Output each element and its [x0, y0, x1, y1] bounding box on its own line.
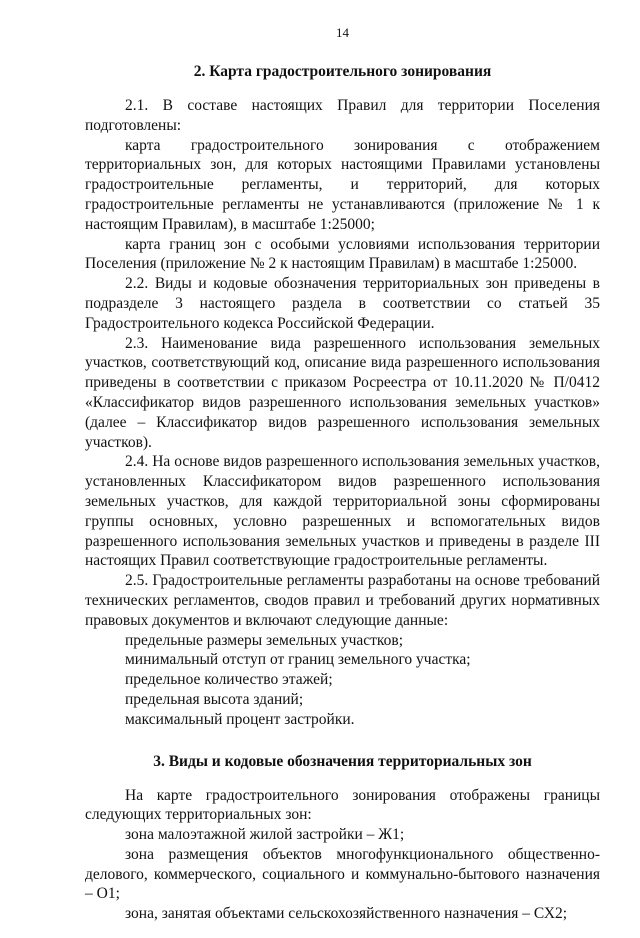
document-page [85, 24, 600, 924]
paragraph-2-2: 2.2. Виды и кодовые обозначения территориальных зон приведены в подразделе 3 настоящего раздела в соответствии со статьей 35 Градостроительного кодекса Российской Федерации. [85, 275, 600, 332]
regulation-item-plot-size: предельные размеры земельных участков; [125, 631, 404, 649]
regulation-item-coverage: максимальный процент застройки. [125, 710, 355, 728]
paragraph-2-1-item-2: карта границ зон с особыми условиями использования территории Поселения (приложение № 2 к настоящим Правилам) в масштабе 1:25000. [85, 235, 600, 273]
paragraph-2-5: 2.5. Градостроительные регламенты разработаны на основе требований технических регламентов, сводов правил и требований других нормативных правовых документов и включают следующие данные: [85, 572, 600, 629]
zone-item-o1: зона размещения объектов многофункционального общественно-делового, коммерческого, социального и коммунально-бытового назначения – О1; [85, 845, 600, 903]
paragraph-2-4: 2.4. На основе видов разрешенного использования земельных участков, установленных Классификатором видов разрешенного использования земельных участков, для каждой территориальной зоны сформированы группы основных, условно разрешенных и вспомогательных видов разрешенного использования земельных участков и приведены в разделе III настоящих Правил соответствующие градостроительные регламенты. [85, 453, 600, 570]
paragraph-2-1: 2.1. В составе настоящих Правил для территории Поселения подготовлены: [85, 97, 600, 134]
zone-item-zh1: зона малоэтажной жилой застройки – Ж1; [125, 826, 405, 844]
page-number: 14 [336, 25, 349, 40]
regulation-item-min-setback: минимальный отступ от границ земельного участка; [125, 651, 471, 669]
section-3-title: 3. Виды и кодовые обозначения территориальных зон [153, 752, 532, 770]
section-2-title: 2. Карта градостроительного зонирования [193, 63, 492, 80]
paragraph-2-1-item-1: карта градостроительного зонирования с отображением территориальных зон, для которых настоящими Правилами установлены градостроительные регламенты, и территорий, для которых градостроительные регламенты не устанавливаются (приложение № 1 к настоящим Правилам), в масштабе 1:25000; [85, 136, 600, 233]
paragraph-2-3: 2.3. Наименование вида разрешенного использования земельных участков, соответствующий код, описание вида разрешенного использования приведены в соответствии с приказом Росреестра от 10.11.2020 № П/0412 «Классификатор видов разрешенного использования земельных участков» (далее – Классификатор видов разрешенного использования земельных участков). [85, 334, 600, 451]
regulation-item-height: предельная высота зданий; [125, 690, 304, 708]
regulation-item-floors: предельное количество этажей; [125, 671, 333, 689]
section-3-intro: На карте градостроительного зонирования отображены границы следующих территориальных зон: [85, 786, 600, 824]
zone-item-skh2: зона, занятая объектами сельскохозяйственного назначения – СХ2; [125, 905, 568, 923]
